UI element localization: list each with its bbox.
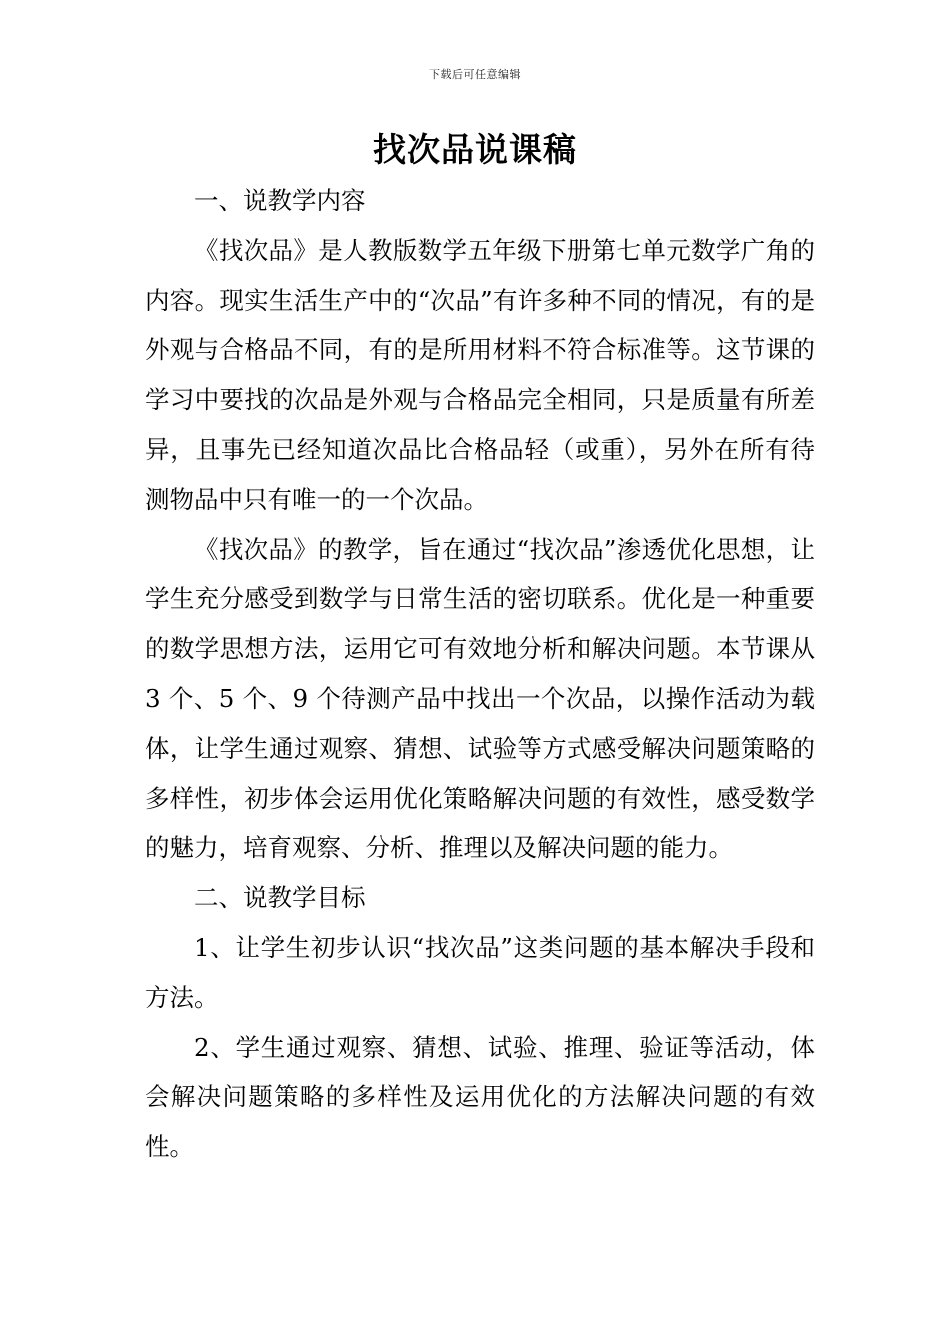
document-body: [145, 176, 815, 1172]
section-heading-teaching-content: 一、说教学内容: [194, 186, 366, 215]
goal-item-1: 1、让学生初步认识“找次品”这类问题的基本解决手段和方法。: [145, 932, 815, 1012]
document-title: 找次品说课稿: [373, 130, 577, 169]
goal-item-2: 2、学生通过观察、猜想、试验、推理、验证等活动，体会解决问题策略的多样性及运用优化的方法解决问题的有效性。: [145, 1032, 815, 1162]
section-heading-teaching-goals: 二、说教学目标: [194, 883, 366, 913]
paragraph-content-purpose: 《找次品》的教学，旨在通过“找次品”渗透优化思想，让学生充分感受到数学与日常生活的密切联系。优化是一种重要的数学思想方法，运用它可有效地分析和解决问题。本节课从 3 个、5 个、9 个待测产品中找出一个次品，以操作活动为载体，让学生通过观察、猜想、试验等方式感受解决问题策略的多样性，初步体会运用优化策略解决问题的有效性，感受数学的魅力，培育观察、分析、推理以及解决问题的能力。: [145, 534, 815, 863]
header-note: 下载后可任意编辑: [429, 68, 521, 81]
paragraph-content-intro: 《找次品》是人教版数学五年级下册第七单元数学广角的内容。现实生活生产中的“次品”有许多种不同的情况，有的是外观与合格品不同，有的是所用材料不符合标准等。这节课的学习中要找的次品是外观与合格品完全相同，只是质量有所差异，且事先已经知道次品比合格品轻（或重），另外在所有待测物品中只有唯一的一个次品。: [145, 235, 815, 514]
